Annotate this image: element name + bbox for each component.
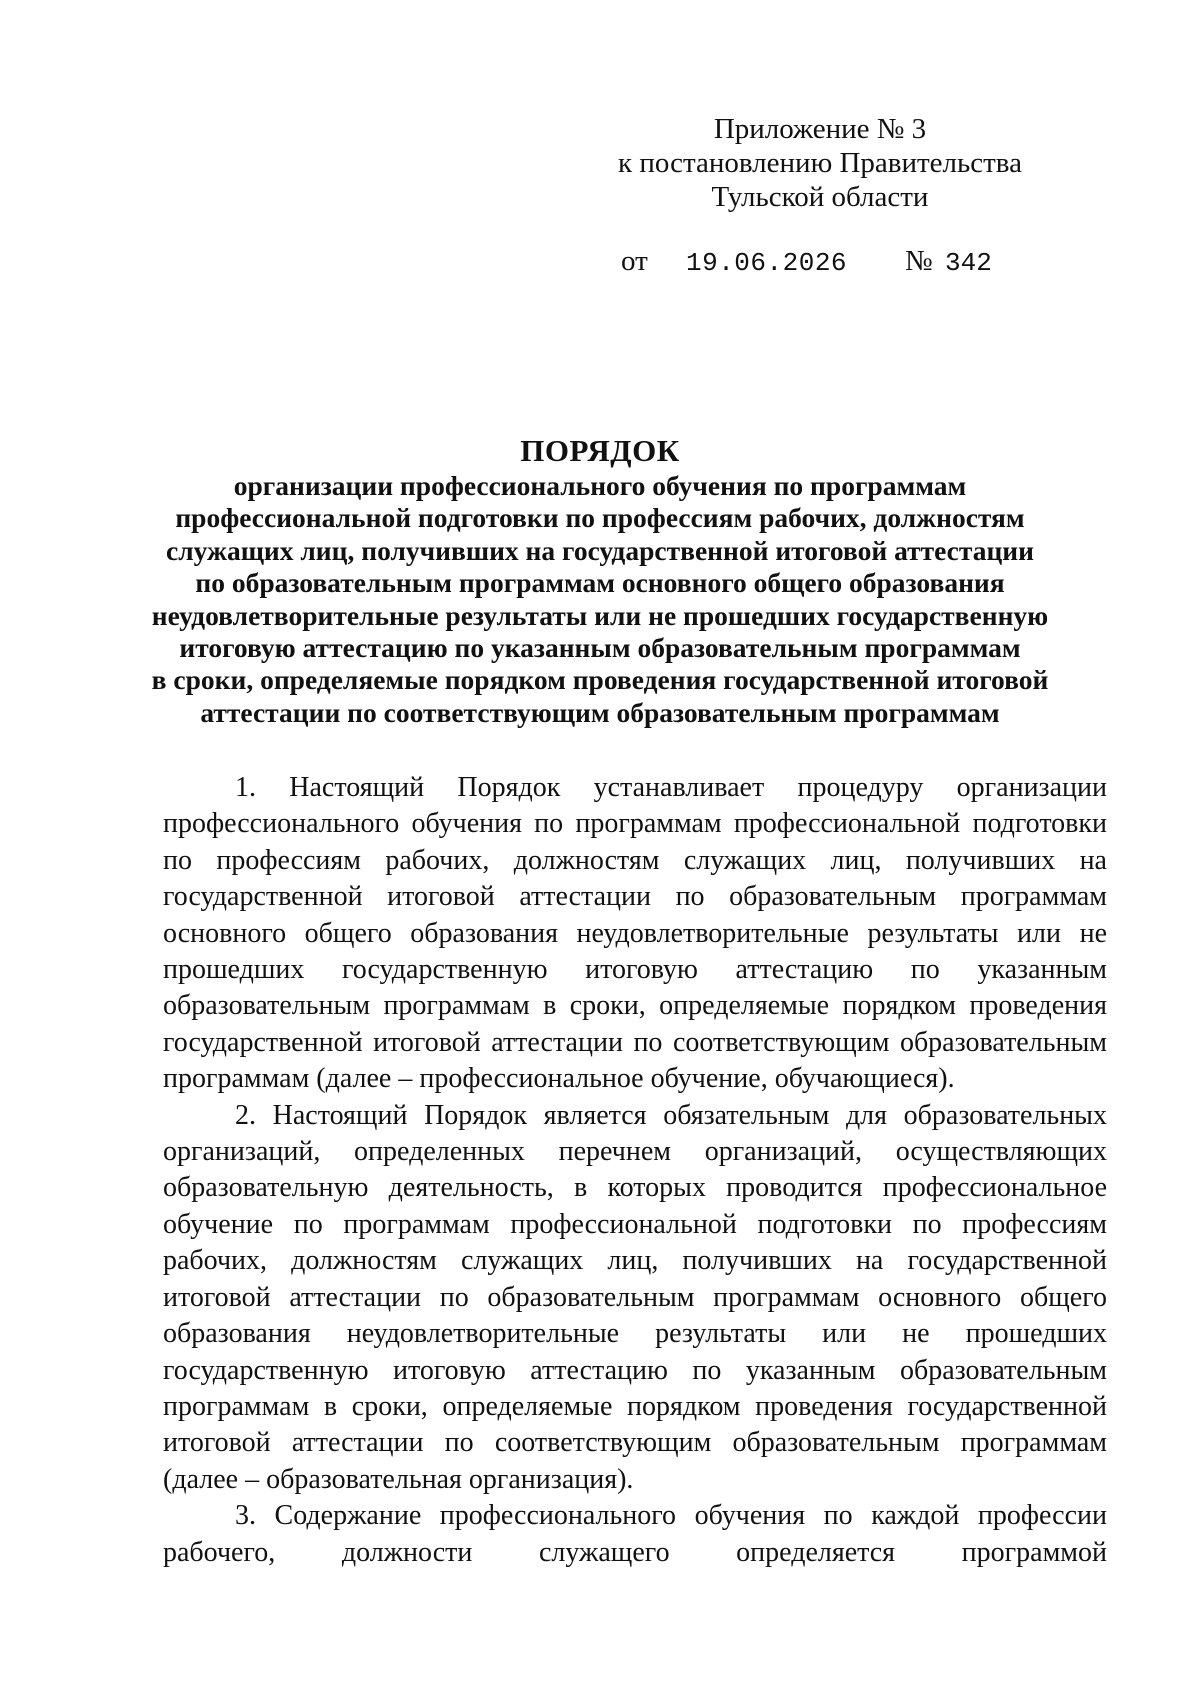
title-line: аттестации по соответствующим образовательным программам [200,696,1000,728]
title-line: по образовательным программам основного общего образования [195,567,1005,599]
registration-number: 342 [945,248,992,278]
paragraph-3: 3. Содержание профессионального обучения по каждой профессии рабочего, должности служащего определяется программой [163,1500,1107,1568]
document-title [120,432,1080,729]
registration-date: 19.06.2026 [686,248,848,278]
title-line: служащих лиц, получивших на государственной итоговой аттестации [165,534,1034,566]
title-line: итоговую аттестацию по указанным образовательным программам [179,632,1021,664]
title-subtitle [120,470,1080,729]
title-heading: ПОРЯДОК [520,433,680,468]
paragraph-2: 2. Настоящий Порядок является обязательным для образовательных организаций, определенных перечнем организаций, осуществляющих образовательную деятельность, в которых проводится профессиональное обучение по программам профессиональной подготовки по профессиям рабочих, должностям служащих лиц, получивших на государственной итоговой аттестации по образовательным программам основного общего образования неудовлетворительные результаты или не прошедших государственную итоговую аттестацию по указанным образовательным программам в сроки, определяемые порядком проведения государственной итоговой аттестации по соответствующим образовательным программам (далее – образовательная организация). [163,1099,1107,1495]
registration-from-label: от [621,245,648,277]
attachment-region: Тульской области [711,181,929,213]
attachment-number: Приложение № 3 [713,113,927,145]
title-line: в сроки, определяемые порядком проведения государственной итоговой [151,664,1049,696]
attachment-resolution: к постановлению Правительства [618,147,1022,179]
attachment-header [600,112,1040,214]
title-line: неудовлетворительные результаты или не прошедших государственную [151,599,1049,631]
paragraph-1: 1. Настоящий Порядок устанавливает процедуру организации профессионального обучения по программам профессиональной подготовки по профессиям рабочих, должностям служащих лиц, получивших на государственной итоговой аттестации по образовательным программам основного общего образования неудовлетворительные результаты или не прошедших государственную итоговую аттестацию по указанным образовательным программам в сроки, определяемые порядком проведения государственной итоговой аттестации по соответствующим образовательным программам (далее – профессиональное обучение, обучающиеся). [163,772,1107,1095]
title-line: организации профессионального обучения по программам [233,470,967,501]
registration-number-label: № [905,245,933,277]
document-body [163,770,1107,1571]
title-line: профессиональной подготовки по профессиям рабочих, должностям [175,502,1025,534]
